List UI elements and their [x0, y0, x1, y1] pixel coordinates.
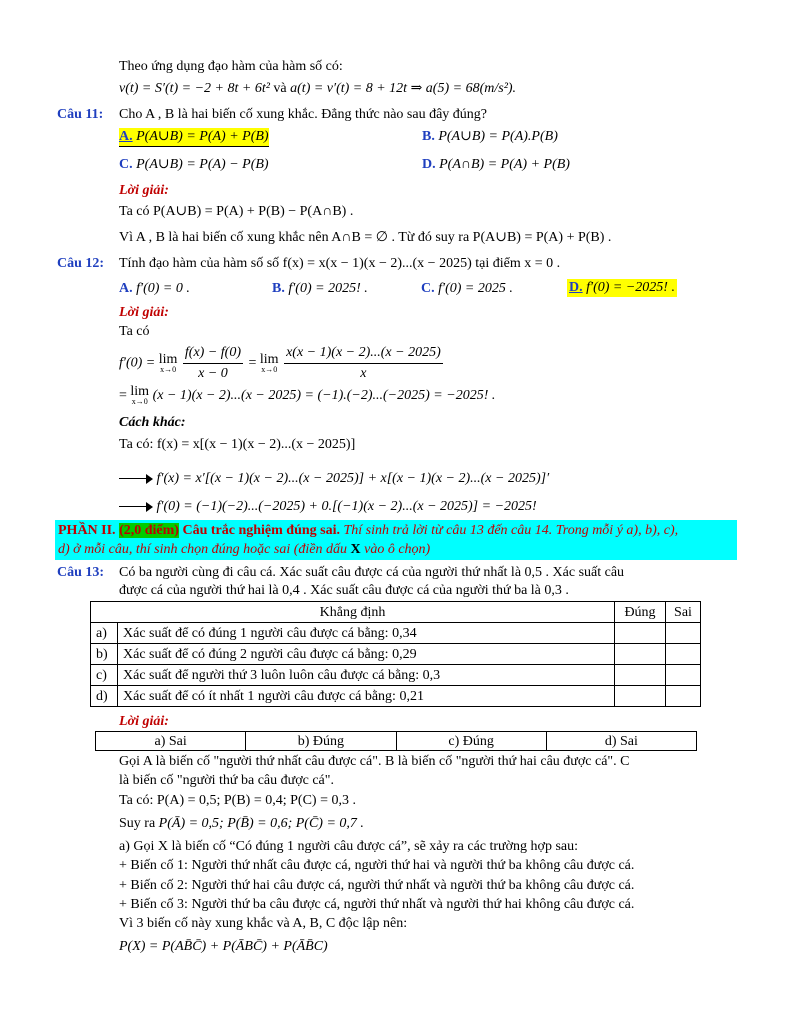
answer-b: b) Đúng — [246, 732, 396, 751]
intro-line-1: Theo ứng dụng đạo hàm của hàm số có: — [119, 59, 343, 74]
lim-text: lim — [158, 351, 178, 367]
false-checkbox-cell[interactable] — [666, 665, 701, 686]
row-key: b) — [91, 644, 118, 665]
part-2-instruction-2: d) ở mỗi câu, thí sinh chọn đúng hoặc sai (điền dấu — [58, 542, 347, 557]
q11-solution-line-2: Vì A , B là hai biến cố xung khắc nên A∩B = ∅ . Từ đó suy ra P(A∪B) = P(A) + P(B) . — [119, 230, 612, 245]
row-statement: Xác suất để người thứ 3 luôn luôn câu được cá bằng: 0,3 — [118, 665, 615, 686]
and-word: và — [273, 81, 287, 96]
answer-row — [96, 732, 697, 751]
q13-text-1: Có ba người cùng đi câu cá. Xác suất câu được cá của người thứ nhất là 0,5 . Xác suất câu — [119, 565, 625, 580]
q12-text: Tính đạo hàm của hàm số số f(x) = x(x − 1)(x − 2)...(x − 2025) tại điểm x = 0 . — [119, 256, 561, 271]
fraction-2 — [284, 343, 443, 384]
row-statement: Xác suất để có đúng 2 người câu được cá bằng: 0,29 — [118, 644, 615, 665]
part-2-title: PHẦN II. — [58, 523, 116, 538]
lim-sub: x→0 — [160, 364, 177, 374]
q13-solution-line-1: Gọi A là biến cố "người thứ nhất câu được cá". B là biến cố "người thứ hai câu được cá". C — [119, 754, 630, 769]
velocity-formula: v(t) = S′(t) = −2 + 8t + 6t² — [119, 81, 270, 96]
answer-table — [95, 731, 697, 751]
q12-solution-label: Lời giải: — [119, 305, 169, 320]
row-key: c) — [91, 665, 118, 686]
table-row — [91, 623, 701, 644]
equals-sign: = — [119, 388, 127, 404]
part-2-instruction-3: vào ô chọn) — [364, 542, 431, 557]
q11-option-b[interactable] — [422, 128, 558, 146]
header-statement: Khẳng định — [91, 602, 615, 623]
suy-ra: Suy ra — [119, 816, 156, 831]
true-checkbox-cell[interactable] — [615, 644, 666, 665]
statement-table — [90, 601, 701, 707]
header-true: Đúng — [615, 602, 666, 623]
q12-option-a-letter: A. — [119, 281, 133, 296]
q12-label: Câu 12: — [57, 256, 105, 271]
table-row — [91, 665, 701, 686]
lim-text: lim — [130, 384, 150, 399]
q11-option-c[interactable] — [119, 156, 269, 174]
false-checkbox-cell[interactable] — [666, 644, 701, 665]
probability-x-formula: P(X) = P(AB̄C̄) + P(ĀBC̄) + P(ĀB̄C) — [119, 939, 328, 954]
long-arrow-icon — [119, 474, 153, 484]
true-checkbox-cell[interactable] — [615, 686, 666, 707]
statement-table-header — [91, 602, 701, 623]
part-2-points: (2,0 điểm) — [119, 523, 179, 538]
q11-option-a-text: P(A∪B) = P(A) + P(B) — [136, 129, 269, 144]
limit-symbol-1 — [158, 351, 178, 374]
q12-option-c-text: f′(0) = 2025 . — [438, 281, 513, 296]
q11-text: Cho A , B là hai biến cố xung khắc. Đẳng thức nào sau đây đúng? — [119, 107, 488, 122]
q12-option-d-text: f′(0) = −2025! . — [586, 280, 675, 295]
equals-sign: = — [248, 355, 257, 371]
q12-option-d[interactable] — [567, 279, 677, 297]
answer-d: d) Sai — [546, 732, 696, 751]
q12-solution-line-3 — [119, 386, 495, 406]
q12-alternative-line-1: Ta có: f(x) = x[(x − 1)(x − 2)...(x − 2025)] — [119, 437, 356, 452]
fraction-1 — [183, 343, 243, 384]
q13-solution-line-3: Ta có: P(A) = 0,5; P(B) = 0,4; P(C) = 0,3 . — [119, 793, 356, 808]
q11-label: Câu 11: — [57, 107, 104, 122]
false-checkbox-cell[interactable] — [666, 686, 701, 707]
fraction-1-denominator: x − 0 — [198, 366, 228, 381]
part-2-instruction-1: Thí sinh trả lời từ câu 13 đến câu 14. Trong mỗi ý a), b), c), — [343, 523, 679, 538]
q11-option-b-text: P(A∪B) = P(A).P(B) — [438, 129, 558, 144]
q12-option-a[interactable] — [119, 280, 190, 298]
table-row — [91, 644, 701, 665]
row-key: d) — [91, 686, 118, 707]
q12-option-a-text: f′(0) = 0 . — [136, 281, 190, 296]
q13-solution-line-9: Vì 3 biến cố này xung khắc và A, B, C độc lập nên: — [119, 916, 408, 931]
q12-option-c-letter: C. — [421, 281, 435, 296]
x-mark: X — [350, 542, 361, 557]
part-2-heading: Câu trắc nghiệm đúng sai. — [182, 523, 340, 538]
f-prime-zero: f′(0) = — [119, 355, 156, 371]
q11-option-c-letter: C. — [119, 157, 133, 172]
limit-symbol-2 — [259, 351, 279, 374]
q12-option-b-text: f′(0) = 2025! . — [288, 281, 368, 296]
q12-option-b-letter: B. — [272, 281, 285, 296]
q11-option-c-text: P(A∪B) = P(A) − P(B) — [136, 157, 269, 172]
limit-symbol-3 — [130, 386, 149, 406]
q11-option-a[interactable] — [119, 128, 269, 147]
row-statement: Xác suất để có ít nhất 1 người câu được cá bằng: 0,21 — [118, 686, 615, 707]
fraction-2-denominator: x — [360, 366, 367, 381]
q13-solution-label: Lời giải: — [119, 714, 169, 729]
q12-alternative-label: Cách khác: — [119, 415, 186, 430]
long-arrow-icon — [119, 502, 153, 512]
q12-alternative-line-2 — [119, 470, 549, 488]
q13-text-2: được cá của người thứ hai là 0,4 . Xác suất câu được cá của người thứ ba là 0,3 . — [119, 583, 569, 598]
acceleration-formula: a(t) = v′(t) = 8 + 12t ⇒ a(5) = 68(m/s²). — [290, 81, 517, 96]
table-row — [91, 686, 701, 707]
q12-option-d-letter: D. — [569, 280, 583, 295]
q12-limit-equation — [119, 343, 445, 384]
true-checkbox-cell[interactable] — [615, 665, 666, 686]
q13-solution-line-4 — [119, 815, 364, 833]
q11-option-d-letter: D. — [422, 157, 436, 172]
limit-result: (x − 1)(x − 2)...(x − 2025) = (−1).(−2)...(−2025) = −2025! . — [152, 388, 496, 404]
q12-option-b[interactable] — [272, 280, 368, 298]
q13-label: Câu 13: — [57, 565, 105, 580]
q13-solution-line-10 — [119, 938, 328, 956]
q12-alternative-line-3 — [119, 498, 537, 516]
q12-option-c[interactable] — [421, 280, 513, 298]
answer-a: a) Sai — [96, 732, 246, 751]
lim-sub: x→0 — [261, 364, 278, 374]
header-false: Sai — [666, 602, 701, 623]
false-checkbox-cell[interactable] — [666, 623, 701, 644]
answer-c: c) Đúng — [396, 732, 546, 751]
q13-solution-line-6: + Biến cố 1: Người thứ nhất câu được cá, người thứ hai và người thứ ba không câu được cá. — [119, 858, 635, 873]
q13-solution-line-8: + Biến cố 3: Người thứ ba câu được cá, người thứ nhất và người thứ hai không câu được cá. — [119, 897, 635, 912]
fraction-2-numerator: x(x − 1)(x − 2)...(x − 2025) — [284, 343, 443, 364]
q13-solution-line-7: + Biến cố 2: Người thứ hai câu được cá, người thứ nhất và người thứ ba không câu được cá. — [119, 878, 635, 893]
true-checkbox-cell[interactable] — [615, 623, 666, 644]
intro-line-2 — [119, 80, 516, 98]
complement-probabilities: P(Ā) = 0,5; P(B̄) = 0,6; P(C̄) = 0,7 . — [158, 816, 364, 831]
q11-option-b-letter: B. — [422, 129, 435, 144]
derivative-result: f′(0) = (−1)(−2)...(−2025) + 0.[(−1)(x − 2)...(x − 2025)] = −2025! — [156, 499, 537, 514]
q11-option-d[interactable] — [422, 156, 570, 174]
lim-sub: x→0 — [131, 397, 148, 406]
q11-solution-label: Lời giải: — [119, 183, 169, 198]
row-statement: Xác suất để có đúng 1 người câu được cá bằng: 0,34 — [118, 623, 615, 644]
row-key: a) — [91, 623, 118, 644]
derivative-expansion: f′(x) = x′[(x − 1)(x − 2)...(x − 2025)] + x[(x − 1)(x − 2)...(x − 2025)]′ — [156, 471, 550, 486]
q13-solution-line-2: là biến cố "người thứ ba câu được cá". — [119, 773, 334, 788]
q13-solution-line-5: a) Gọi X là biến cố “Có đúng 1 người câu được cá”, sẽ xảy ra các trường hợp sau: — [119, 839, 579, 854]
lim-text: lim — [259, 351, 279, 367]
q11-option-a-letter: A. — [119, 129, 133, 144]
fraction-1-numerator: f(x) − f(0) — [183, 343, 243, 364]
q12-solution-line-1: Ta có — [119, 324, 150, 339]
part-2-banner — [55, 520, 737, 560]
q11-solution-line-1: Ta có P(A∪B) = P(A) + P(B) − P(A∩B) . — [119, 204, 354, 219]
q11-option-d-text: P(A∩B) = P(A) + P(B) — [439, 157, 570, 172]
